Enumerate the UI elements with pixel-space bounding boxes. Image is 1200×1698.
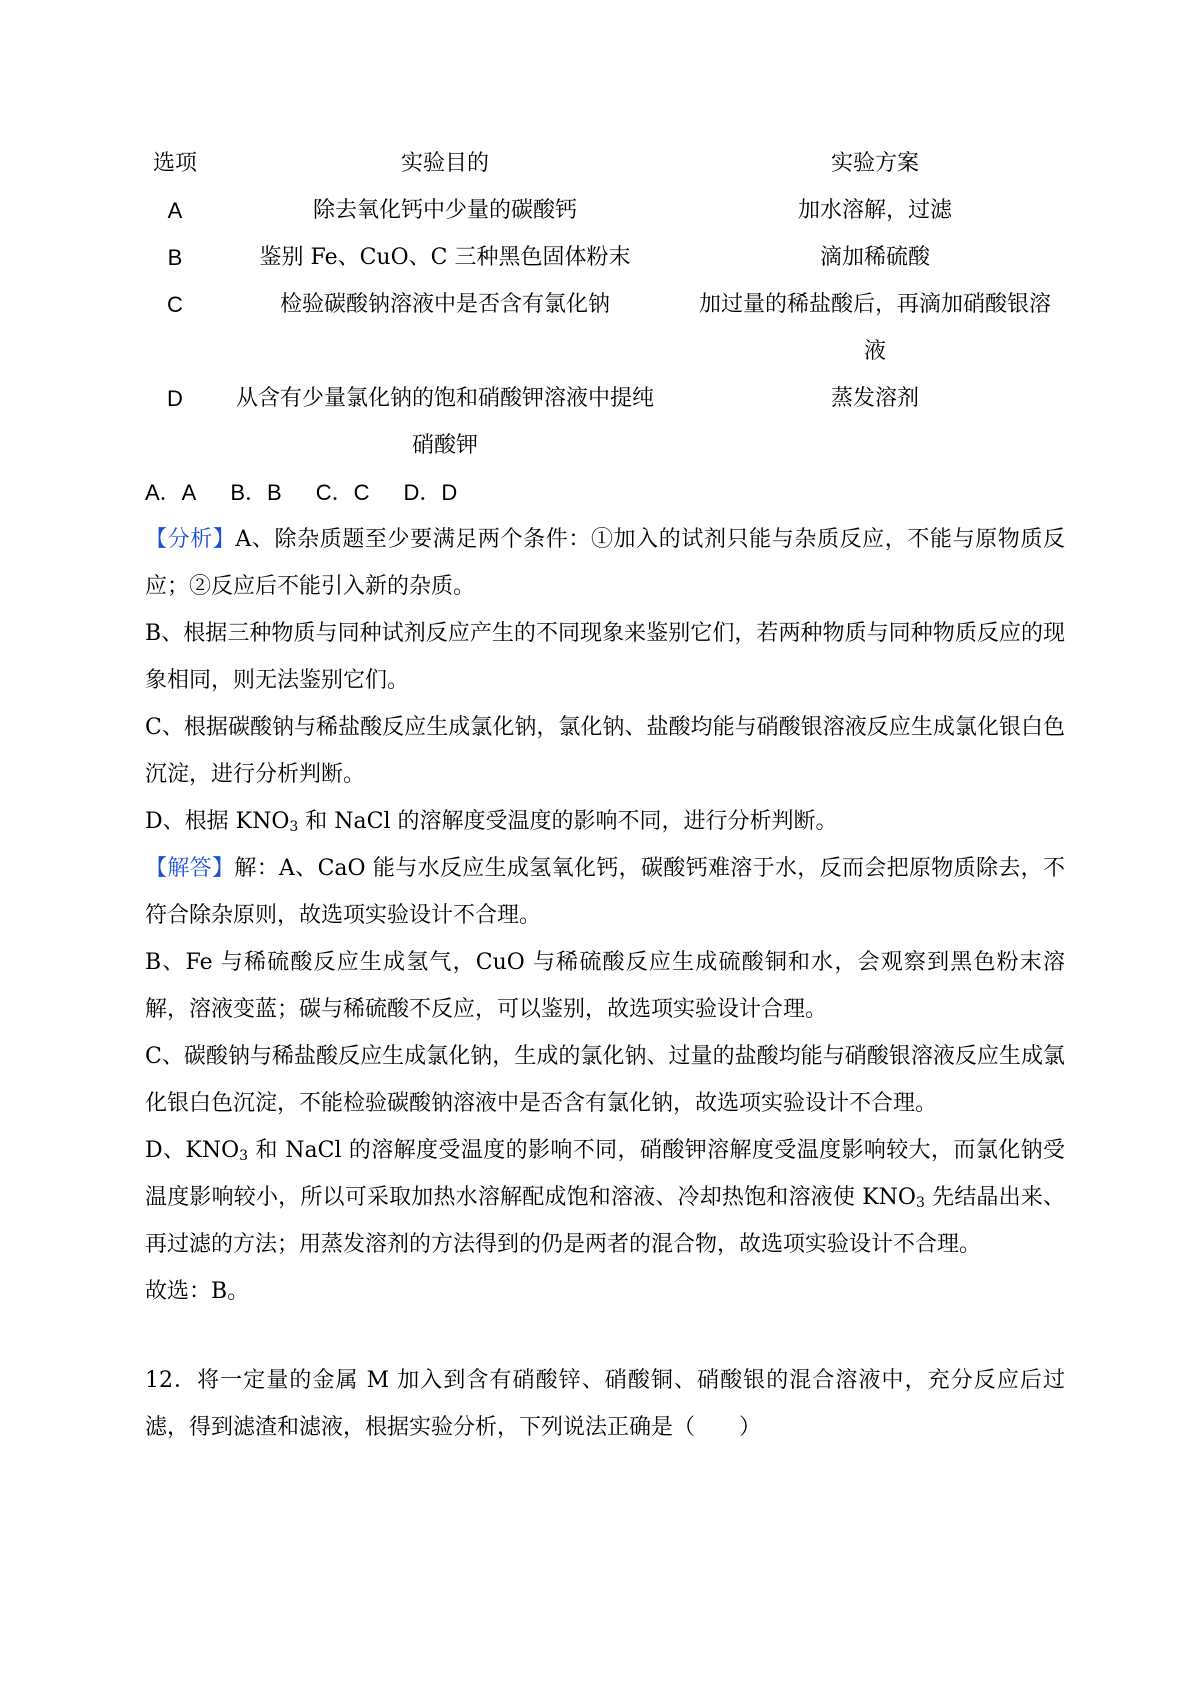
answer-conclusion: 故选：B。 (145, 1279, 250, 1304)
table-header-row (145, 140, 1065, 187)
analysis-line-a (145, 516, 1065, 610)
header-plan: 实验方案 (830, 151, 919, 176)
answer-text-a: 解：A、CaO 能与水反应生成氢氧化钙，碳酸钙难溶于水，反而会把原物质除去，不符合除杂原则，故选项实验设计不合理。 (145, 856, 1065, 928)
table-row (145, 234, 1065, 281)
answer-line-d (145, 1127, 1065, 1268)
question-12: 12．将一定量的金属 M 加入到含有硝酸锌、硝酸铜、硝酸银的混合溶液中，充分反应后过滤，得到滤渣和滤液，根据实验分析，下列说法正确是（ ） (145, 1368, 1065, 1440)
row-option: A (167, 198, 183, 223)
row-plan: 蒸发溶剂 (830, 386, 919, 411)
row-plan: 加水溶解，过滤 (797, 198, 952, 223)
answer-choices (145, 469, 1065, 516)
table-row (145, 375, 1065, 469)
row-purpose: 从含有少量氯化钠的饱和硝酸钾溶液中提纯硝酸钾 (235, 386, 654, 458)
analysis-text-a: A、除杂质题至少要满足两个条件：①加入的试剂只能与杂质反应，不能与原物质反应；②反应后不能引入新的杂质。 (145, 527, 1065, 599)
answer-d-part3: 先结晶出来、再过滤的方法；用蒸发溶剂的方法得到的仍是两者的混合物，故选项实验设计不合理。 (145, 1185, 1066, 1257)
spacer (145, 1315, 1065, 1357)
analysis-line-c: C、根据碳酸钠与稀盐酸反应生成氯化钠，氯化钠、盐酸均能与硝酸银溶液反应生成氯化银白色沉淀，进行分析判断。 (145, 715, 1065, 787)
subscript: 3 (289, 819, 299, 835)
row-option: B (167, 245, 183, 270)
row-plan: 加过量的稀盐酸后，再滴加硝酸银溶液 (698, 292, 1051, 364)
table-row (145, 281, 1065, 375)
header-option: 选项 (152, 151, 197, 176)
row-purpose: 除去氧化钙中少量的碳酸钙 (312, 198, 577, 223)
answer-d-part1: D、KNO (145, 1138, 240, 1163)
analysis-d-prefix: D、根据 KNO (145, 809, 290, 834)
answer-line-a (145, 845, 1065, 939)
analysis-tag: 【分析】 (145, 527, 236, 552)
analysis-line-b: B、根据三种物质与同种试剂反应产生的不同现象来鉴别它们，若两种物质与同种物质反应的现象相同，则无法鉴别它们。 (145, 621, 1065, 693)
row-option: C (167, 292, 183, 317)
choice-a: A．A (145, 480, 197, 505)
row-plan: 滴加稀硫酸 (819, 245, 930, 270)
row-option: D (167, 386, 183, 411)
answer-tag: 【解答】 (145, 856, 235, 881)
choice-c: C．C (315, 480, 370, 505)
answer-d-part2: 和 NaCl 的溶解度受温度的影响不同，硝酸钾溶解度受温度影响较大，而氯化钠受温度影响较小，所以可采取加热水溶解配成饱和溶液、冷却热饱和溶液使 KNO (145, 1138, 1065, 1210)
subscript: 3 (915, 1195, 925, 1211)
header-purpose: 实验目的 (400, 151, 489, 176)
subscript: 3 (239, 1148, 249, 1164)
analysis-line-d (145, 798, 1065, 845)
choice-d: D．D (403, 480, 458, 505)
document-page (145, 140, 1065, 1451)
row-purpose: 检验碳酸钠溶液中是否含有氯化钠 (279, 292, 610, 317)
choice-b: B．B (230, 480, 282, 505)
options-table (145, 140, 1065, 469)
row-purpose: 鉴别 Fe、CuO、C 三种黑色固体粉末 (259, 245, 631, 270)
table-row (145, 187, 1065, 234)
answer-line-c: C、碳酸钠与稀盐酸反应生成氯化钠，生成的氯化钠、过量的盐酸均能与硝酸银溶液反应生成氯化银白色沉淀，不能检验碳酸钠溶液中是否含有氯化钠，故选项实验设计不合理。 (145, 1044, 1065, 1116)
analysis-d-suffix: 和 NaCl 的溶解度受温度的影响不同，进行分析判断。 (298, 809, 838, 834)
answer-line-b: B、Fe 与稀硫酸反应生成氢气，CuO 与稀硫酸反应生成硫酸铜和水，会观察到黑色粉末溶解，溶液变蓝；碳与稀硫酸不反应，可以鉴别，故选项实验设计合理。 (145, 950, 1065, 1022)
